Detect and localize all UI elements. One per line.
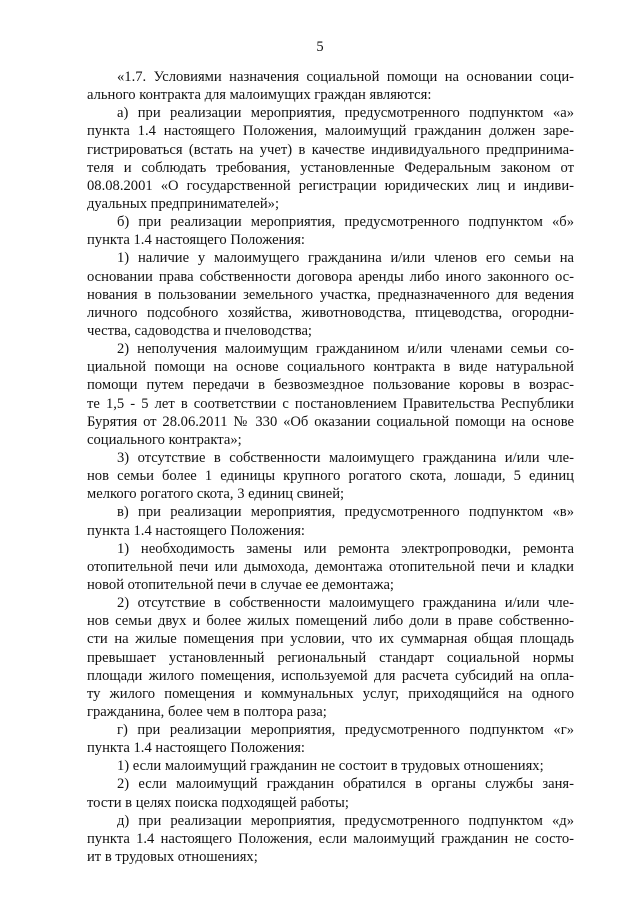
text-line: гражданина, более чем в полтора раза; — [87, 703, 327, 720]
text-line: нов семьи более 1 единицы крупного рогатого скота, лошади, 5 единиц — [87, 468, 574, 485]
text-line: 2) отсутствие в собственности малоимущего гражданина и/или чле- — [117, 595, 574, 612]
text-line: циальной помощи на основе социального контракта в виде натуральной — [87, 359, 574, 376]
text-line: 3) отсутствие в собственности малоимущего гражданина и/или чле- — [117, 449, 574, 466]
text-line: гистрироваться (встать на учет) в качестве индивидуального предпринима- — [87, 141, 574, 158]
text-line: основании права собственности договора аренды либо иного законного ос- — [87, 268, 574, 285]
text-line: те 1,5 - 5 лет в соответствии с постановлением Правительства Республики — [87, 395, 574, 412]
text-line: пункта 1.4 настоящего Положения: — [87, 522, 305, 539]
text-line: «1.7. Условиями назначения социальной помощи на основании соци- — [117, 69, 574, 85]
body-text — [87, 68, 574, 866]
text-line: тости в целях поиска подходящей работы; — [87, 794, 349, 811]
text-line: Бурятия от 28.06.2011 № 330 «Об оказании социальной помощи на основе — [87, 413, 574, 430]
text-line: б) при реализации мероприятия, предусмотренного подпунктом «б» — [117, 214, 574, 231]
text-line: социального контракта»; — [87, 431, 242, 448]
text-line: пункта 1.4 настоящего Положения, если малоимущий гражданин не состо- — [87, 830, 574, 847]
text-line: ту жилого помещения и коммунальных услуг, приходящийся на одного — [87, 685, 574, 702]
text-line: пункта 1.4 настоящего Положения, малоимущий гражданин должен заре- — [87, 123, 574, 140]
text-line: сти на жилые помещения при условии, что их суммарная общая площадь — [87, 631, 574, 648]
text-line: дуальных предпринимателей»; — [87, 195, 279, 212]
text-line: мелкого рогатого скота, 3 единиц свиней; — [87, 486, 345, 503]
text-line: превышает установленный региональный стандарт социальной нормы — [87, 649, 574, 666]
text-line: 08.08.2001 «О государственной регистрации юридических лиц и индиви- — [87, 177, 574, 194]
text-line: площади жилого помещения, используемой для расчета субсидий на опла- — [87, 667, 574, 684]
text-line: чества, садоводства и пчеловодства; — [87, 322, 312, 339]
text-line: новой отопительной печи в случае ее демонтажа; — [87, 576, 394, 593]
text-line: д) при реализации мероприятия, предусмотренного подпунктом «д» — [117, 812, 574, 829]
text-line: личного подсобного хозяйства, животноводства, птицеводства, огородни- — [87, 304, 574, 321]
text-line: пункта 1.4 настоящего Положения: — [87, 232, 305, 249]
text-line: а) при реализации мероприятия, предусмотренного подпунктом «а» — [117, 105, 574, 122]
text-line: отопительной печи или дымохода, демонтажа отопительной печи и кладки — [87, 558, 574, 575]
text-line: 1) необходимость замены или ремонта электропроводки, ремонта — [117, 540, 574, 557]
text-line: нования в пользовании земельного участка, предназначенного для ведения — [87, 286, 574, 303]
text-line: нов семьи двух и более жилых помещений либо доли в праве собственно- — [87, 613, 574, 630]
text-line: помощи путем передачи в безвозмездное пользование коровы в возрас- — [87, 377, 574, 394]
text-line: ит в трудовых отношениях; — [87, 849, 258, 866]
text-line: 2) неполучения малоимущим гражданином и/или членами семьи со- — [117, 341, 574, 358]
text-line: в) при реализации мероприятия, предусмотренного подпунктом «в» — [117, 504, 574, 521]
text-line: 1) наличие у малоимущего гражданина и/или членов его семьи на — [117, 250, 574, 267]
text-line: ального контракта для малоимущих граждан являются: — [87, 87, 432, 104]
text-line: теля и соблюдать требования, установленные Федеральным законом от — [87, 159, 574, 176]
text-line: 2) если малоимущий гражданин обратился в органы службы заня- — [117, 776, 574, 793]
page-number: 5 — [316, 39, 324, 55]
text-line: г) при реализации мероприятия, предусмотренного подпунктом «г» — [117, 722, 574, 739]
text-line: 1) если малоимущий гражданин не состоит в трудовых отношениях; — [117, 758, 544, 775]
text-line: пункта 1.4 настоящего Положения: — [87, 740, 305, 757]
